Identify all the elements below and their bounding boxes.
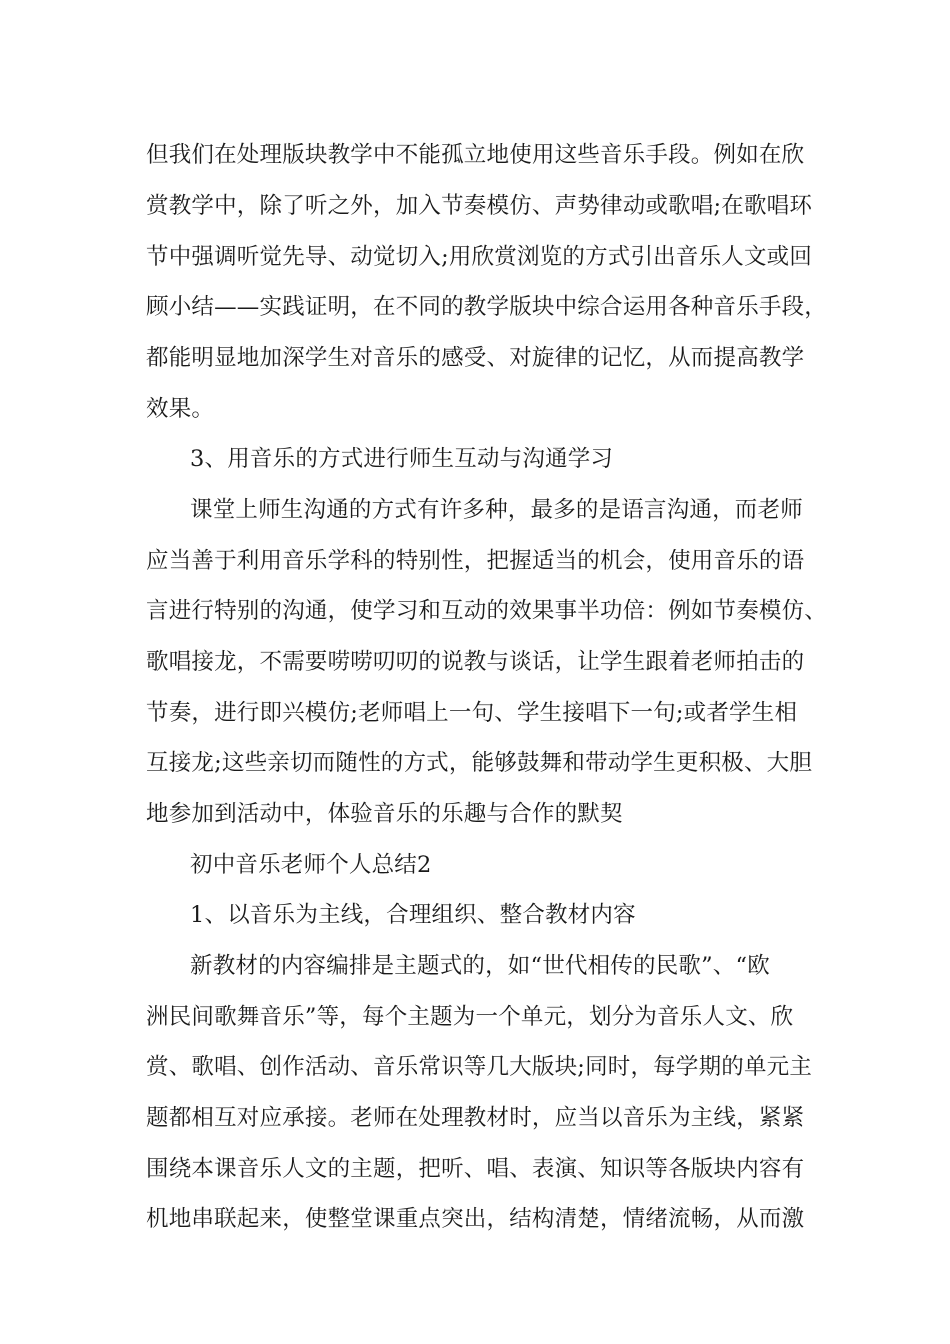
- paragraph-line: 赏教学中，除了听之外，加入节奏模仿、声势律动或歌唱;在歌唱环: [146, 193, 813, 219]
- paragraph-line: 互接龙;这些亲切而随性的方式，能够鼓舞和带动学生更积极、大胆: [146, 750, 813, 776]
- paragraph-line: 歌唱接龙，不需要唠唠叨叨的说教与谈话，让学生跟着老师拍击的: [146, 649, 805, 675]
- section-heading: 3、用音乐的方式进行师生互动与沟通学习: [190, 446, 614, 472]
- paragraph-line: 赏、歌唱、创作活动、音乐常识等几大版块;同时，每学期的单元主: [146, 1054, 813, 1080]
- paragraph-line: 节中强调听觉先导、动觉切入;用欣赏浏览的方式引出音乐人文或回: [146, 244, 813, 270]
- paragraph-line: 应当善于利用音乐学科的特别性，把握适当的机会，使用音乐的语: [146, 548, 805, 574]
- paragraph-line: 节奏，进行即兴模仿;老师唱上一句、学生接唱下一句;或者学生相: [146, 700, 798, 726]
- paragraph-line: 效果。: [146, 396, 215, 422]
- section-heading: 1、以音乐为主线，合理组织、整合教材内容: [190, 902, 636, 928]
- paragraph-line: 机地串联起来，使整堂课重点突出，结构清楚，情绪流畅，从而激: [146, 1206, 805, 1232]
- paragraph-line: 洲民间歌舞音乐”等，每个主题为一个单元，划分为音乐人文、欣: [146, 1004, 794, 1030]
- paragraph-line: 课堂上师生沟通的方式有许多种，最多的是语言沟通，而老师: [190, 497, 803, 523]
- paragraph-line: 但我们在处理版块教学中不能孤立地使用这些音乐手段。例如在欣: [146, 142, 805, 168]
- document-title: 初中音乐老师个人总结2: [190, 852, 432, 878]
- paragraph-line: 顾小结——实践证明，在不同的教学版块中综合运用各种音乐手段，: [146, 294, 828, 320]
- paragraph-line: 地参加到活动中，体验音乐的乐趣与合作的默契: [146, 801, 623, 827]
- paragraph-line: 新教材的内容编排是主题式的，如“世代相传的民歌”、“欧: [190, 953, 770, 979]
- paragraph-line: 言进行特别的沟通，使学习和互动的效果事半功倍：例如节奏模仿、: [146, 598, 828, 624]
- paragraph-line: 围绕本课音乐人文的主题，把听、唱、表演、知识等各版块内容有: [146, 1156, 805, 1182]
- paragraph-line: 都能明显地加深学生对音乐的感受、对旋律的记忆，从而提高教学: [146, 345, 805, 371]
- paragraph-line: 题都相互对应承接。老师在处理教材时，应当以音乐为主线，紧紧: [146, 1105, 805, 1131]
